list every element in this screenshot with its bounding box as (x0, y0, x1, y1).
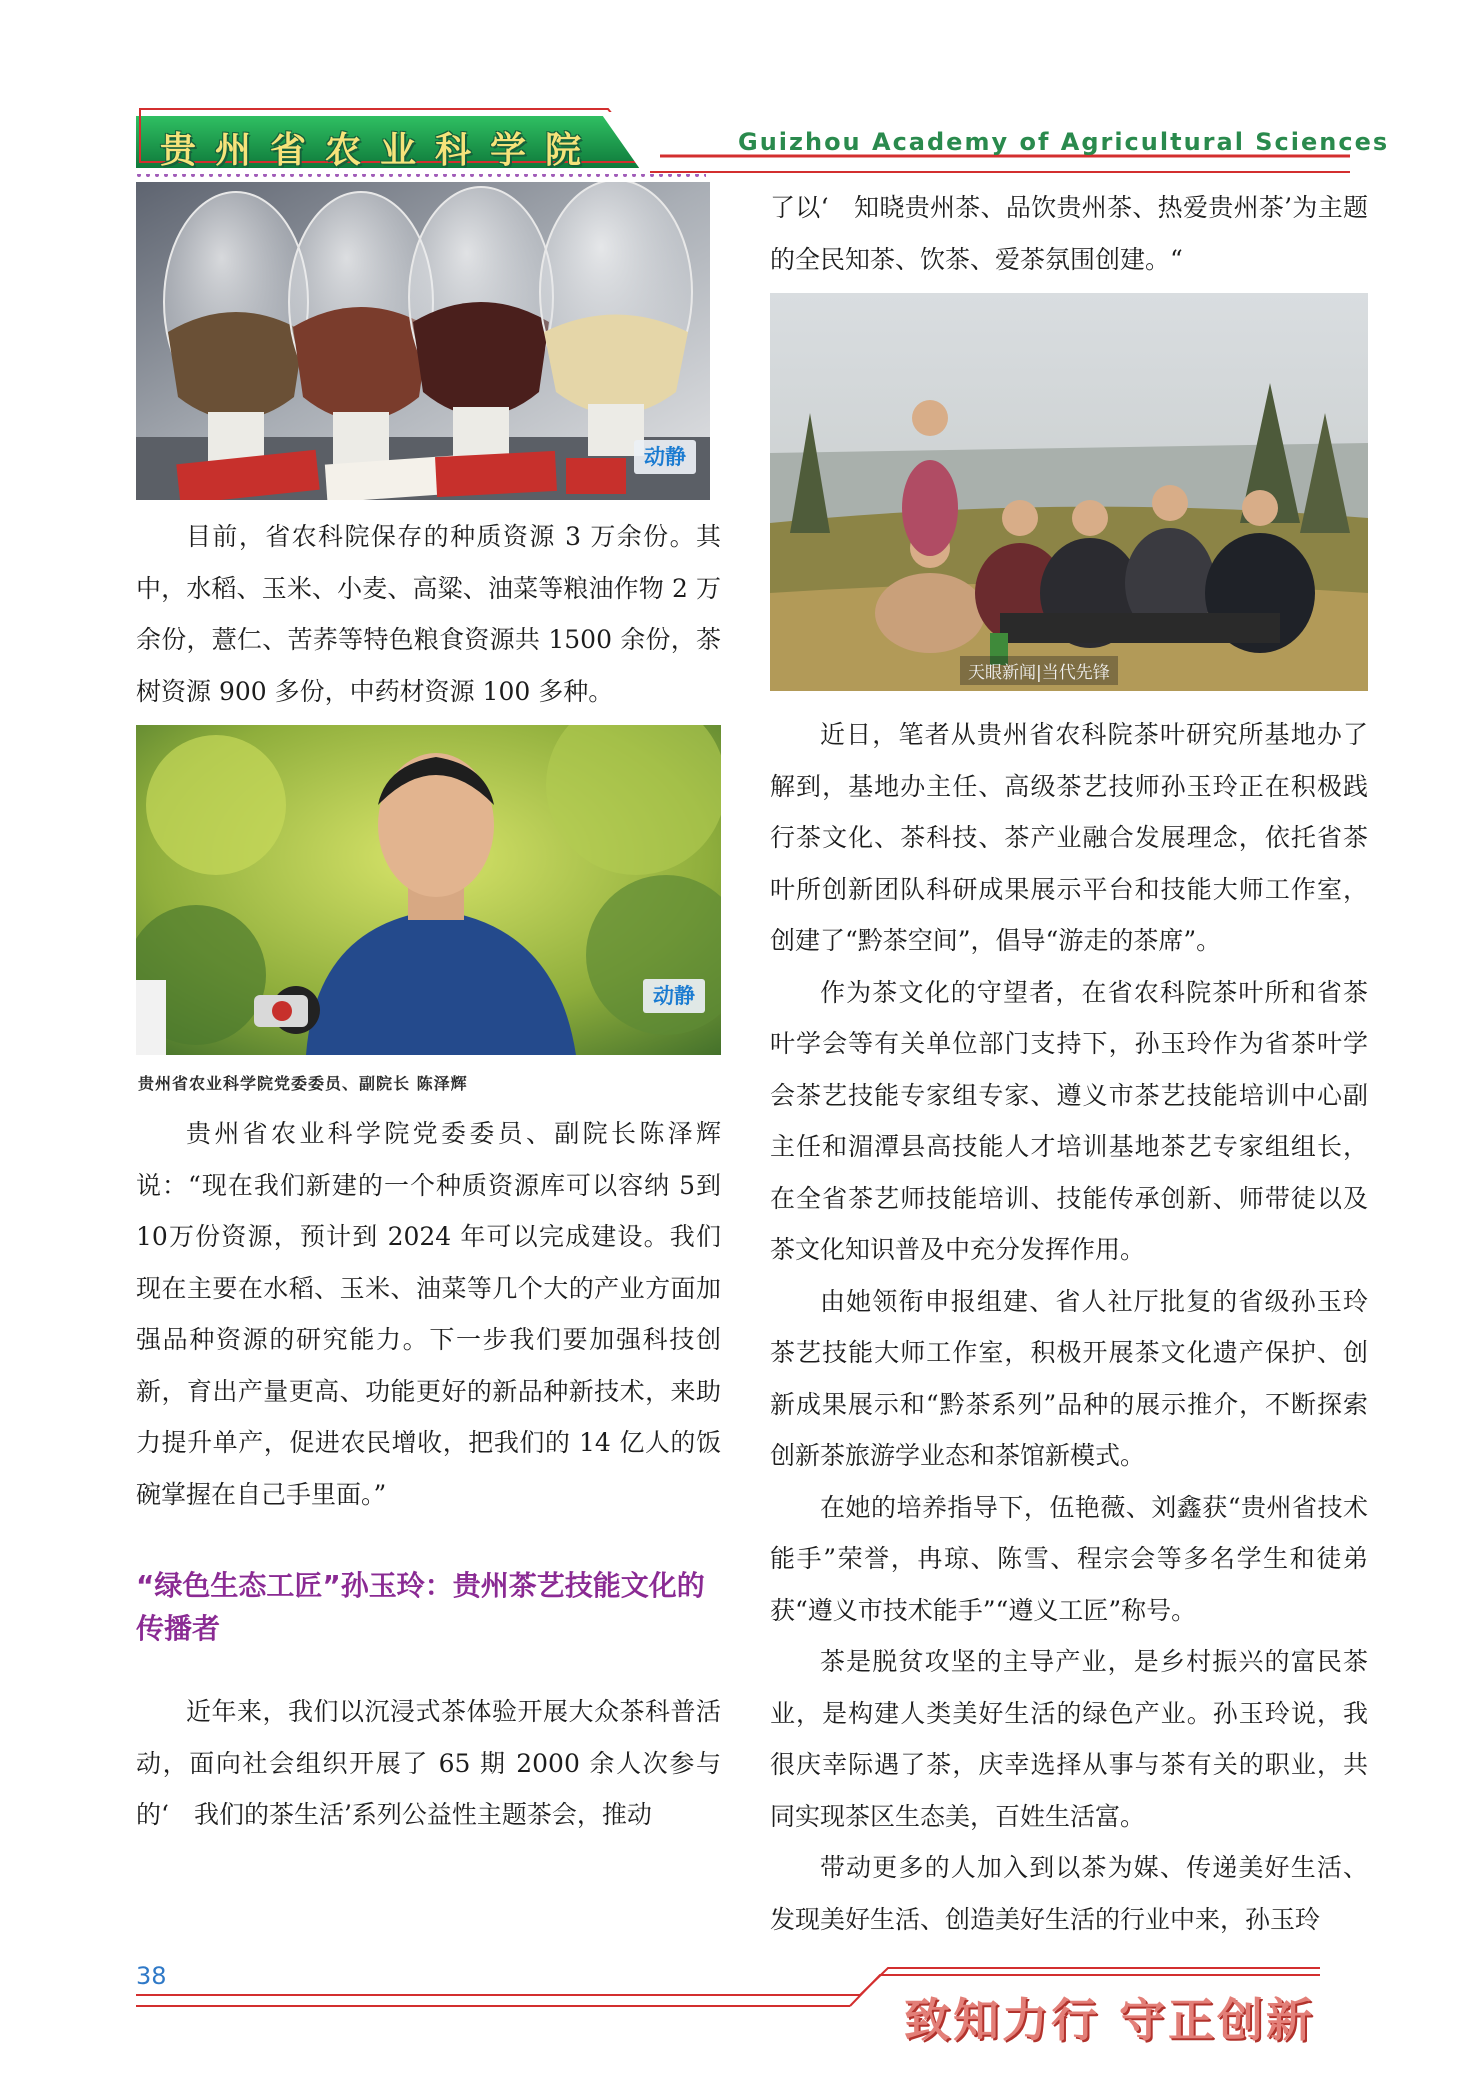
header-english-title: Guizhou Academy of Agricultural Sciences (738, 128, 1390, 156)
section-heading: “绿色生态工匠”孙玉玲：贵州茶艺技能文化的传播者 (136, 1569, 705, 1645)
footer-slogan: 致知力行 守正创新 (904, 1993, 1316, 2047)
video-badge-logo: 动静 (643, 979, 705, 1013)
right-paragraph-3: 由她领衔申报组建、省人社厅批复的省级孙玉玲茶艺技能大师工作室，积极开展茶文化遗产保护、创新成果展示和“黔茶系列”品种的展示推介，不断探索创新茶旅游学业态和茶馆新模式。 (770, 1286, 1368, 1470)
page-header (0, 0, 1481, 190)
left-column (136, 182, 721, 1841)
right-paragraph-0: 了以‘ 知晓贵州茶、品饮贵州茶、热爱贵州茶’为主题的全民知茶、饮茶、爱茶氛围创建。“ (770, 193, 1368, 274)
left-paragraph-3: 近年来，我们以沉浸式茶体验开展大众茶科普活动，面向社会组织开展了 65 期 2000 余人次参与的‘ 我们的茶生活’系列公益性主题茶会，推动 (136, 1697, 721, 1829)
page-number: 38 (136, 1962, 167, 1990)
right-paragraph-4: 在她的培养指导下，伍艳薇、刘鑫获“贵州省技术能手”荣誉，冉琼、陈雪、程宗会等多名学生和徒弟获“遵义市技术能手”“遵义工匠”称号。 (770, 1492, 1368, 1625)
seed-jars-photo (136, 182, 710, 500)
interview-portrait-photo (136, 725, 721, 1055)
photo-watermark: 天眼新闻|当代先锋 (960, 656, 1118, 685)
right-column (770, 182, 1368, 1945)
left-paragraph-1: 目前，省农科院保存的种质资源 3 万余份。其中，水稻、玉米、小麦、高粱、油菜等粮油作物 2 万余份，薏仁、苦荞等特色粮食资源共 1500 余份，茶树资源 900 多份，中药材资源 100 多种。 (136, 522, 721, 706)
tea-ceremony-image (770, 293, 1368, 691)
left-paragraph-2: 贵州省农业科学院党委委员、副院长陈泽辉说：“现在我们新建的一个种质资源库可以容纳 5到 10万份资源，预计到 2024 年可以完成建设。我们现在主要在水稻、玉米、油菜等几个大的产业方面加强品种资源的研究能力。下一步我们要加强科技创新，育出产量更高、功能更好的新品种新技术，来助力提升单产，促进农民增收，把我们的 14 亿人的饭碗掌握在自己手里面。” (136, 1119, 721, 1509)
seed-jars-image (136, 182, 710, 500)
right-paragraph-2: 作为茶文化的守望者，在省农科院茶叶所和省茶叶学会等有关单位部门支持下，孙玉玲作为省茶叶学会茶艺技能专家组专家、遵义市茶艺技能培训中心副主任和湄潭县高技能人才培训基地茶艺专家组组长，在全省茶艺师技能培训、技能传承创新、师带徒以及茶文化知识普及中充分发挥作用。 (770, 977, 1368, 1264)
video-badge-logo: 动静 (634, 440, 696, 474)
tea-ceremony-outdoor-photo (770, 293, 1368, 691)
right-paragraph-5: 茶是脱贫攻坚的主导产业，是乡村振兴的富民茶业，是构建人类美好生活的绿色产业。孙玉玲说，我很庆幸际遇了茶，庆幸选择从事与茶有关的职业，共同实现茶区生态美，百姓生活富。 (770, 1647, 1368, 1831)
interview-portrait-image (136, 725, 721, 1055)
right-paragraph-1: 近日，笔者从贵州省农科院茶叶研究所基地办了解到，基地办主任、高级茶艺技师孙玉玲正在积极践行茶文化、茶科技、茶产业融合发展理念，依托省茶叶所创新团队科研成果展示平台和技能大师工作室，创建了“黔茶空间”，倡导“游走的茶席”。 (770, 720, 1368, 955)
header-chinese-title: 贵州省农业科学院 (160, 130, 601, 171)
right-paragraph-6: 带动更多的人加入到以茶为媒、传递美好生活、发现美好生活、创造美好生活的行业中来，孙玉玲 (770, 1853, 1368, 1934)
photo-caption: 贵州省农业科学院党委委员、副院长 陈泽辉 (138, 1074, 468, 1093)
